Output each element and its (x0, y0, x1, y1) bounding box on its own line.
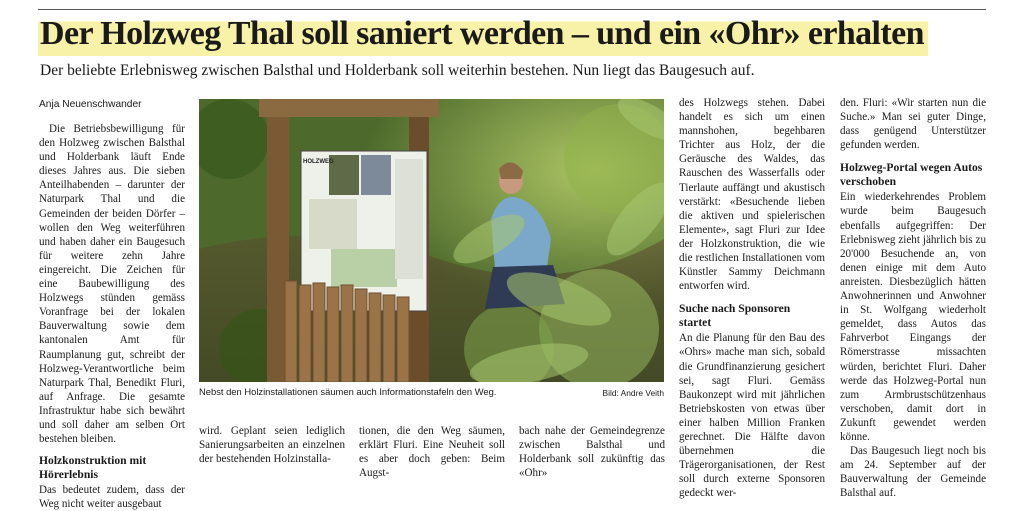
subheading: Suche nach Sponsoren startet (679, 302, 791, 329)
forest-photo-illustration (199, 99, 664, 382)
subtitle: Der beliebte Erlebnisweg zwischen Balsthal und Holderbank soll weiterhin bestehen. Nun liegt das Baugesuch auf. (40, 62, 755, 79)
column-2-text: wird. Geplant seien lediglich Sanierungsarbeiten an einzelnen der bestehenden Holzinstalla- (199, 425, 345, 466)
paragraph: Das bedeutet zudem, dass der Weg nicht weiter ausgebaut (39, 484, 185, 511)
column-4 (679, 96, 825, 500)
paragraph: An die Planung für den Bau des «Ohrs» mache man sich, sobald die Grundfinanzierung gesichert sei, sagt Fluri. Gemäss Baukonzept wird mit jährlichen Betriebskosten von etwas über einer halben Million Franken gerechnet. Die Hälfte davon übernehmen die Trägerorganisationen, der Rest soll durch externe Sponsoren gedeckt wer- (679, 332, 825, 500)
column-4-bottom-text: bach nahe der Gemeindegrenze zwischen Balsthal und Holderbank soll zukünftig das «Ohr» (519, 425, 665, 480)
paragraph: den. Fluri: «Wir starten nun die Suche.» Man sei guter Dinge, dass genügend Unterstützer gefunden werden. (840, 97, 986, 152)
photo-caption-bar (199, 386, 664, 398)
article-photo (199, 99, 664, 382)
column-1 (39, 98, 185, 511)
paragraph: Die Betriebsbewilligung für den Holzweg zwischen Balsthal und Holderbank läuft Ende dieses Jahres aus. Die sieben Anteilhabenden – darunter der Naturpark Thal und die Gemeinden der beiden Dörfer – wollen den Weg weiterführen und haben daher ein Baugesuch für weitere zehn Jahre eingereicht. Die Zeichen für eine Baubewilligung des Holzwegs stünden gemäss Voranfrage bei der lokalen Bauverwaltung sowie dem kantonalen Amt für Raumplanung gut, schreibt der Holzweg-Verantwortliche beim Naturpark Thal, Benedikt Fluri, auf Anfrage. Die gesamte Infrastruktur habe sich bewährt und soll daher am selben Ort bestehen bleiben. (39, 123, 185, 446)
author-byline: Anja Neuenschwander (39, 99, 142, 110)
subheading: Holzkonstruktion mit Hörerlebnis (39, 454, 147, 481)
column-3-text: tionen, die den Weg säumen, erklärt Fluri. Eine Neuheit soll es aber doch geben: Beim Augst- (359, 425, 505, 480)
column-5 (840, 96, 986, 500)
photo-caption: Nebst den Holzinstallationen säumen auch Informationstafeln den Weg. (199, 386, 497, 397)
paragraph: Ein wiederkehrendes Problem wurde beim Baugesuch ebenfalls aufgegriffen: Der Erlebnisweg zieht jährlich bis zu 20'000 Besuchende an, von denen einige mit dem Auto anreisten. Diesbezüglich hätten Anwohnerinnen und Anwohner in St. Wolfgang wiederholt gemeldet, dass Autos das Fahrverbot Eingangs der Römerstrasse missachten würden, berichtet Fluri. Daher werde das Holzweg-Portal nun zum Armbrustschützenhaus verschoben, damit dort in Zukunft gewendet werden könne. (840, 191, 986, 443)
paragraph: Das Baugesuch liegt noch bis am 24. September auf der Bauverwaltung der Gemeinde Balsthal auf. (840, 445, 986, 500)
paragraph: des Holzwegs stehen. Dabei handelt es sich um einen mannshohen, begehbaren Trichter aus Holz, der die Geräusche des Waldes, das Rauschen des Wasserfalls oder Tierlaute auffängt und akustisch verstärkt: «Besuchende lieben die aktiven und spielerischen Elemente», sagt Fluri zur Idee der Holzkonstruktion, die wie die restlichen Installationen vom Künstler Sammy Deichmann entworfen wird. (679, 97, 825, 293)
top-rule (38, 9, 986, 10)
headline: Der Holzweg Thal soll saniert werden – und ein «Ohr» erhalten (38, 12, 928, 56)
subheading: Holzweg-Portal wegen Autos verschoben (840, 161, 983, 188)
photo-credit: Bild: Andre Veith (602, 388, 664, 398)
sign-title-text: HOLZWEG (303, 159, 334, 165)
